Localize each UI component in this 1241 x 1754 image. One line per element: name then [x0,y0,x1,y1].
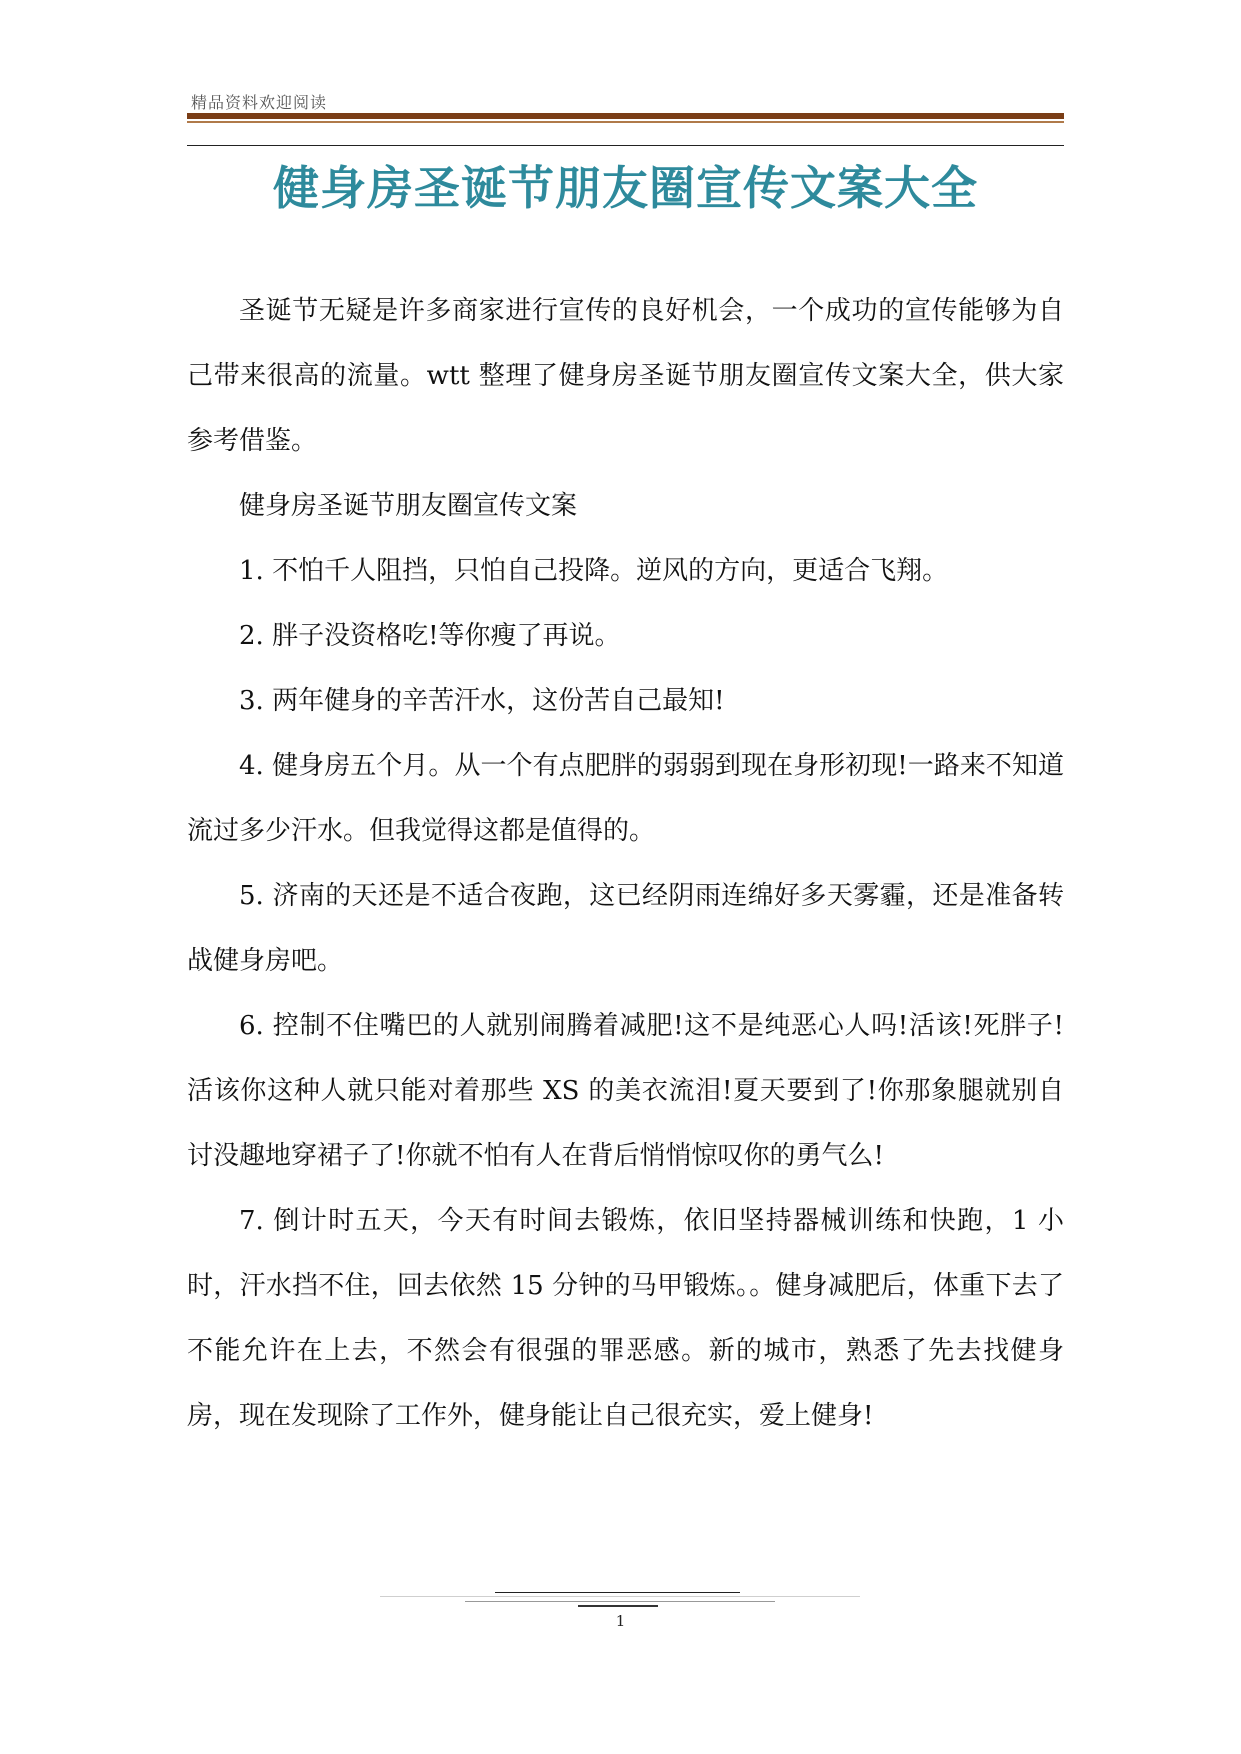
footer-rule-light [380,1596,860,1597]
footer-rule [495,1592,740,1593]
list-item-2: 2. 胖子没资格吃!等你瘦了再说。 [239,621,621,651]
list-item-6: 6. 控制不住嘴巴的人就别闹腾着减肥!这不是纯恶心人吗!活该!死胖子!活该你这种人就只能对着那些 XS 的美衣流泪!夏天要到了!你那象腿就别自讨没趣地穿裙子了!你就不怕有人在背后悄悄惊叹你的勇气么! [187,1011,1064,1171]
document-body [187,279,1064,1449]
document-title: 健身房圣诞节朋友圈宣传文案大全 [273,161,978,215]
page-number: 1 [615,1612,626,1630]
header-rule-thin [187,145,1064,146]
footer-rule-mid [465,1601,775,1602]
header-rule-thick [187,113,1064,119]
list-item-3: 3. 两年健身的辛苦汗水，这份苦自己最知! [239,686,725,716]
list-item-1: 1. 不怕千人阻挡，只怕自己投降。逆风的方向，更适合飞翔。 [239,556,949,586]
list-item-7: 7. 倒计时五天，今天有时间去锻炼，依旧坚持器械训练和快跑，1 小时，汗水挡不住，回去依然 15 分钟的马甲锻炼。。健身减肥后，体重下去了不能允许在上去，不然会有很强的罪恶感。新的城市，熟悉了先去找健身房，现在发现除了工作外，健身能让自己很充实，爱上健身! [187,1206,1064,1431]
header-label: 精品资料欢迎阅读 [191,93,328,112]
section-heading: 健身房圣诞节朋友圈宣传文案 [239,491,578,521]
footer-rule-short [578,1605,658,1607]
header-rule-accent [187,121,1064,123]
list-item-4: 4. 健身房五个月。从一个有点肥胖的弱弱到现在身形初现!一路来不知道流过多少汗水。但我觉得这都是值得的。 [187,751,1064,846]
list-item-5: 5. 济南的天还是不适合夜跑，这已经阴雨连绵好多天雾霾，还是准备转战健身房吧。 [187,881,1064,976]
intro-paragraph: 圣诞节无疑是许多商家进行宣传的良好机会，一个成功的宣传能够为自己带来很高的流量。wtt 整理了健身房圣诞节朋友圈宣传文案大全，供大家参考借鉴。 [187,296,1064,456]
